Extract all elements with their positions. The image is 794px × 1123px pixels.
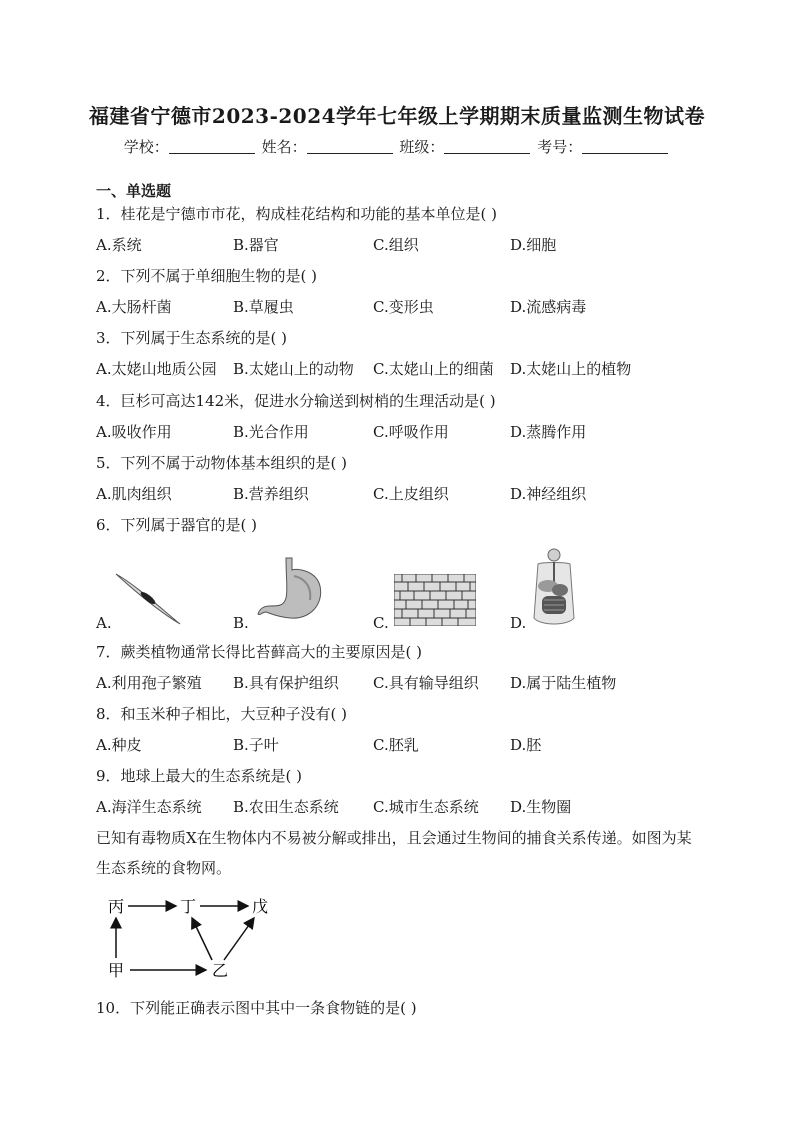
name-label: 姓名： <box>261 138 307 156</box>
arrow-yi-ding <box>192 918 212 960</box>
number-label: 考号： <box>537 138 583 156</box>
option-b[interactable]: B.营养组织 <box>233 485 309 503</box>
option-c[interactable]: C.组织 <box>373 236 419 254</box>
question-3: 3．下列属于生态系统的是( ) <box>96 329 288 347</box>
option-b[interactable]: B.器官 <box>233 236 279 254</box>
option-a[interactable]: A.种皮 <box>96 736 142 754</box>
option-a[interactable]: A.太姥山地质公园 <box>96 360 217 378</box>
option-b[interactable]: B.子叶 <box>233 736 279 754</box>
question-5: 5．下列不属于动物体基本组织的是( ) <box>96 454 348 472</box>
option-c[interactable]: C. <box>373 614 389 632</box>
muscle-cell-image <box>114 568 182 628</box>
question-10: 10．下列能正确表示图中其中一条食物链的是( ) <box>96 999 417 1017</box>
arrow-yi-wu <box>224 918 254 960</box>
page-title: 福建省宁德市2023-2024学年七年级上学期期末质量监测生物试卷 <box>88 104 706 128</box>
option-d[interactable]: D.流感病毒 <box>510 298 587 316</box>
image-options-q6 <box>96 548 696 632</box>
option-a[interactable]: A.大肠杆菌 <box>96 298 172 316</box>
option-b[interactable]: B.太姥山上的动物 <box>233 360 354 378</box>
option-c[interactable]: C.上皮组织 <box>373 485 449 503</box>
food-web-diagram <box>100 890 280 982</box>
option-d[interactable]: D.生物圈 <box>510 798 572 816</box>
node-ding: 丁 <box>180 897 197 916</box>
option-c[interactable]: C.胚乳 <box>373 736 419 754</box>
number-blank[interactable] <box>582 139 668 154</box>
node-bing: 丙 <box>108 897 125 916</box>
option-a[interactable]: A. <box>96 614 112 632</box>
option-c[interactable]: C.呼吸作用 <box>373 423 449 441</box>
question-8: 8．和玉米种子相比，大豆种子没有( ) <box>96 705 348 723</box>
option-a[interactable]: A.吸收作用 <box>96 423 172 441</box>
question-7: 7．蕨类植物通常长得比苔藓高大的主要原因是( ) <box>96 643 423 661</box>
question-4: 4．巨杉可高达142米，促进水分输送到树梢的生理活动是( ) <box>96 392 496 410</box>
school-label: 学校： <box>123 138 169 156</box>
option-c[interactable]: C.城市生态系统 <box>373 798 479 816</box>
school-blank[interactable] <box>169 139 255 154</box>
option-c[interactable]: C.太姥山上的细菌 <box>373 360 494 378</box>
option-d[interactable]: D.属于陆生植物 <box>510 674 617 692</box>
question-2: 2．下列不属于单细胞生物的是( ) <box>96 267 318 285</box>
option-d[interactable]: D.胚 <box>510 736 542 754</box>
option-b[interactable]: B.草履虫 <box>233 298 294 316</box>
option-d[interactable]: D.神经组织 <box>510 485 587 503</box>
option-c[interactable]: C.具有输导组织 <box>373 674 479 692</box>
option-b[interactable]: B. <box>233 614 249 632</box>
class-blank[interactable] <box>444 139 530 154</box>
option-d[interactable]: D.太姥山上的植物 <box>510 360 632 378</box>
digestive-system-image <box>528 548 580 630</box>
stomach-image <box>256 556 328 628</box>
class-label: 班级： <box>399 138 445 156</box>
tissue-image <box>394 574 476 626</box>
option-d[interactable]: D.细胞 <box>510 236 557 254</box>
option-d[interactable]: D. <box>510 614 527 632</box>
node-wu: 戊 <box>252 897 269 916</box>
section-heading: 一、单选题 <box>96 182 172 200</box>
node-yi: 乙 <box>212 961 229 980</box>
option-d[interactable]: D.蒸腾作用 <box>510 423 587 441</box>
option-c[interactable]: C.变形虫 <box>373 298 434 316</box>
student-info-line <box>0 136 794 157</box>
passage-text: 已知有毒物质X在生物体内不易被分解或排出，且会通过生物间的捕食关系传递。如图为某生态系统的食物网。 <box>96 829 692 877</box>
option-b[interactable]: B.农田生态系统 <box>233 798 339 816</box>
option-a[interactable]: A.利用孢子繁殖 <box>96 674 202 692</box>
option-b[interactable]: B.光合作用 <box>233 423 309 441</box>
node-jia: 甲 <box>108 961 125 980</box>
option-a[interactable]: A.系统 <box>96 236 142 254</box>
question-6: 6．下列属于器官的是( ) <box>96 516 258 534</box>
option-a[interactable]: A.肌肉组织 <box>96 485 172 503</box>
option-b[interactable]: B.具有保护组织 <box>233 674 339 692</box>
question-9: 9．地球上最大的生态系统是( ) <box>96 767 303 785</box>
question-1: 1．桂花是宁德市市花，构成桂花结构和功能的基本单位是( ) <box>96 205 498 223</box>
name-blank[interactable] <box>307 139 393 154</box>
option-a[interactable]: A.海洋生态系统 <box>96 798 202 816</box>
